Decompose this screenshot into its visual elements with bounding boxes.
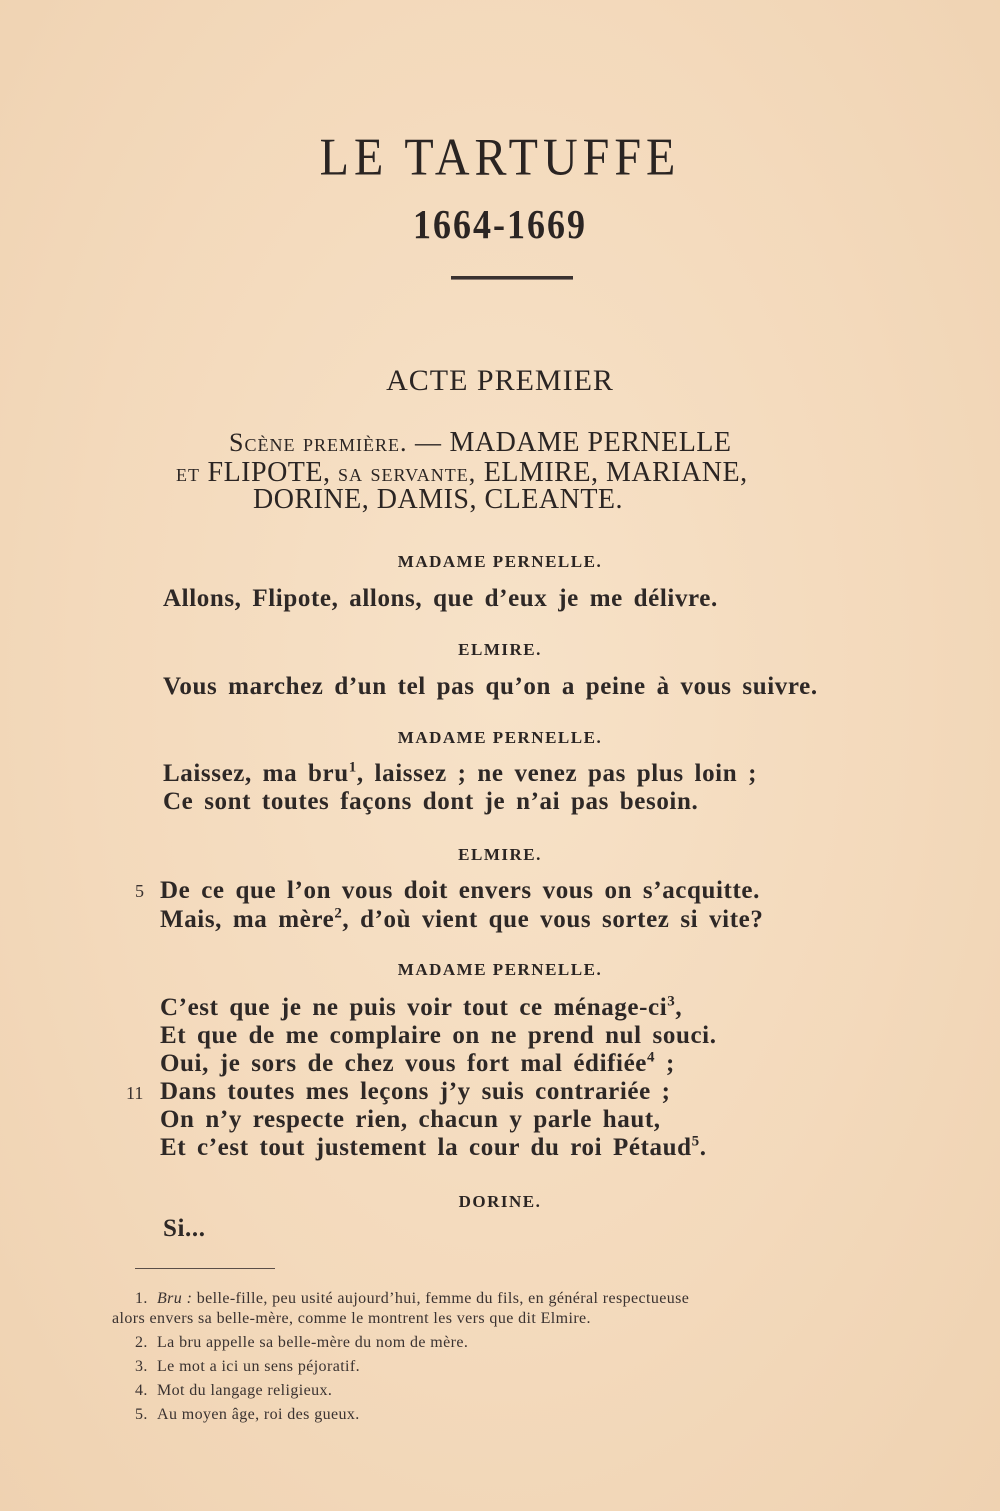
play-years: 1664-1669: [413, 201, 587, 247]
scene-label: Scène première. —: [229, 428, 450, 457]
scene-heading-line-1: [229, 428, 732, 458]
scene-role: sa servante,: [338, 458, 484, 487]
title-divider: [451, 276, 573, 280]
play-title: LE TARTUFFE: [319, 128, 681, 187]
speaker-label: ELMIRE.: [458, 640, 542, 659]
scene-character: ELMIRE, MARIANE,: [483, 457, 748, 488]
verse-line: De ce que l’on vous doit envers vous on s’acquitte.: [160, 877, 760, 904]
speaker-label: MADAME PERNELLE.: [397, 960, 603, 979]
footnote: 2. La bru appelle sa belle-mère du nom de mère.: [135, 1334, 469, 1351]
speaker-label: DORINE.: [458, 1192, 542, 1211]
scene-conjunction: et: [176, 458, 208, 487]
footnote: 5. Au moyen âge, roi des gueux.: [135, 1406, 360, 1423]
act-heading: ACTE PREMIER: [386, 364, 614, 397]
speaker-label: ELMIRE.: [458, 845, 542, 864]
line-number: 11: [126, 1083, 144, 1103]
verse-line: Et que de me complaire on ne prend nul souci.: [160, 1022, 717, 1049]
footnote: 3. Le mot a ici un sens péjoratif.: [135, 1358, 361, 1375]
footnote-ref: 2: [334, 905, 343, 922]
scene-heading-line-3: DORINE, DAMIS, CLEANTE.: [253, 484, 624, 515]
footnote: 1. Bru : belle-fille, peu usité aujourd’hui, femme du fils, en général respectueuse: [135, 1290, 690, 1307]
verse-line: On n’y respecte rien, chacun y parle haut,: [160, 1106, 661, 1133]
verse-line: Oui, je sors de chez vous fort mal édifiée$^4$ ;: [160, 1049, 675, 1077]
verse-line: C’est que je ne puis voir tout ce ménage-$ci^3$,: [160, 993, 683, 1021]
verse-line: Dans toutes mes leçons j’y suis contrariée ;: [160, 1078, 671, 1105]
speaker-label: MADAME PERNELLE.: [397, 552, 603, 571]
footnote-ref: 3: [667, 993, 676, 1010]
line-number: 5: [135, 881, 144, 901]
scene-character: FLIPOTE,: [207, 457, 338, 488]
footnote-continued: alors envers sa belle-mère, comme le montrent les vers que dit Elmire.: [112, 1310, 591, 1327]
verse-line: Vous marchez d’un tel pas qu’on a peine à vous suivre.: [163, 673, 818, 700]
verse-line: Ce sont toutes façons dont je n’ai pas besoin.: [163, 788, 699, 815]
footnote-ref: 4: [646, 1049, 656, 1066]
verse-line: Et c’est tout justement la cour du roi Pétaud$^5$.: [160, 1133, 707, 1161]
footnote-divider: [135, 1268, 275, 1269]
verse-line: Si...: [163, 1215, 206, 1242]
scene-character: MADAME PERNELLE: [449, 427, 732, 458]
footnote-ref: 1: [348, 759, 357, 776]
footnote: 4. Mot du langage religieux.: [135, 1382, 333, 1399]
verse-line: Laissez, ma bru$^1$, laissez ; ne venez pas plus loin ;: [163, 759, 758, 787]
footnote-ref: 5: [691, 1133, 700, 1150]
verse-line: Allons, Flipote, allons, que d’eux je me délivre.: [163, 585, 718, 612]
speaker-label: MADAME PERNELLE.: [397, 728, 603, 747]
verse-line: Mais, ma mère$^2$, d’où vient que vous sortez si vite?: [160, 905, 764, 933]
